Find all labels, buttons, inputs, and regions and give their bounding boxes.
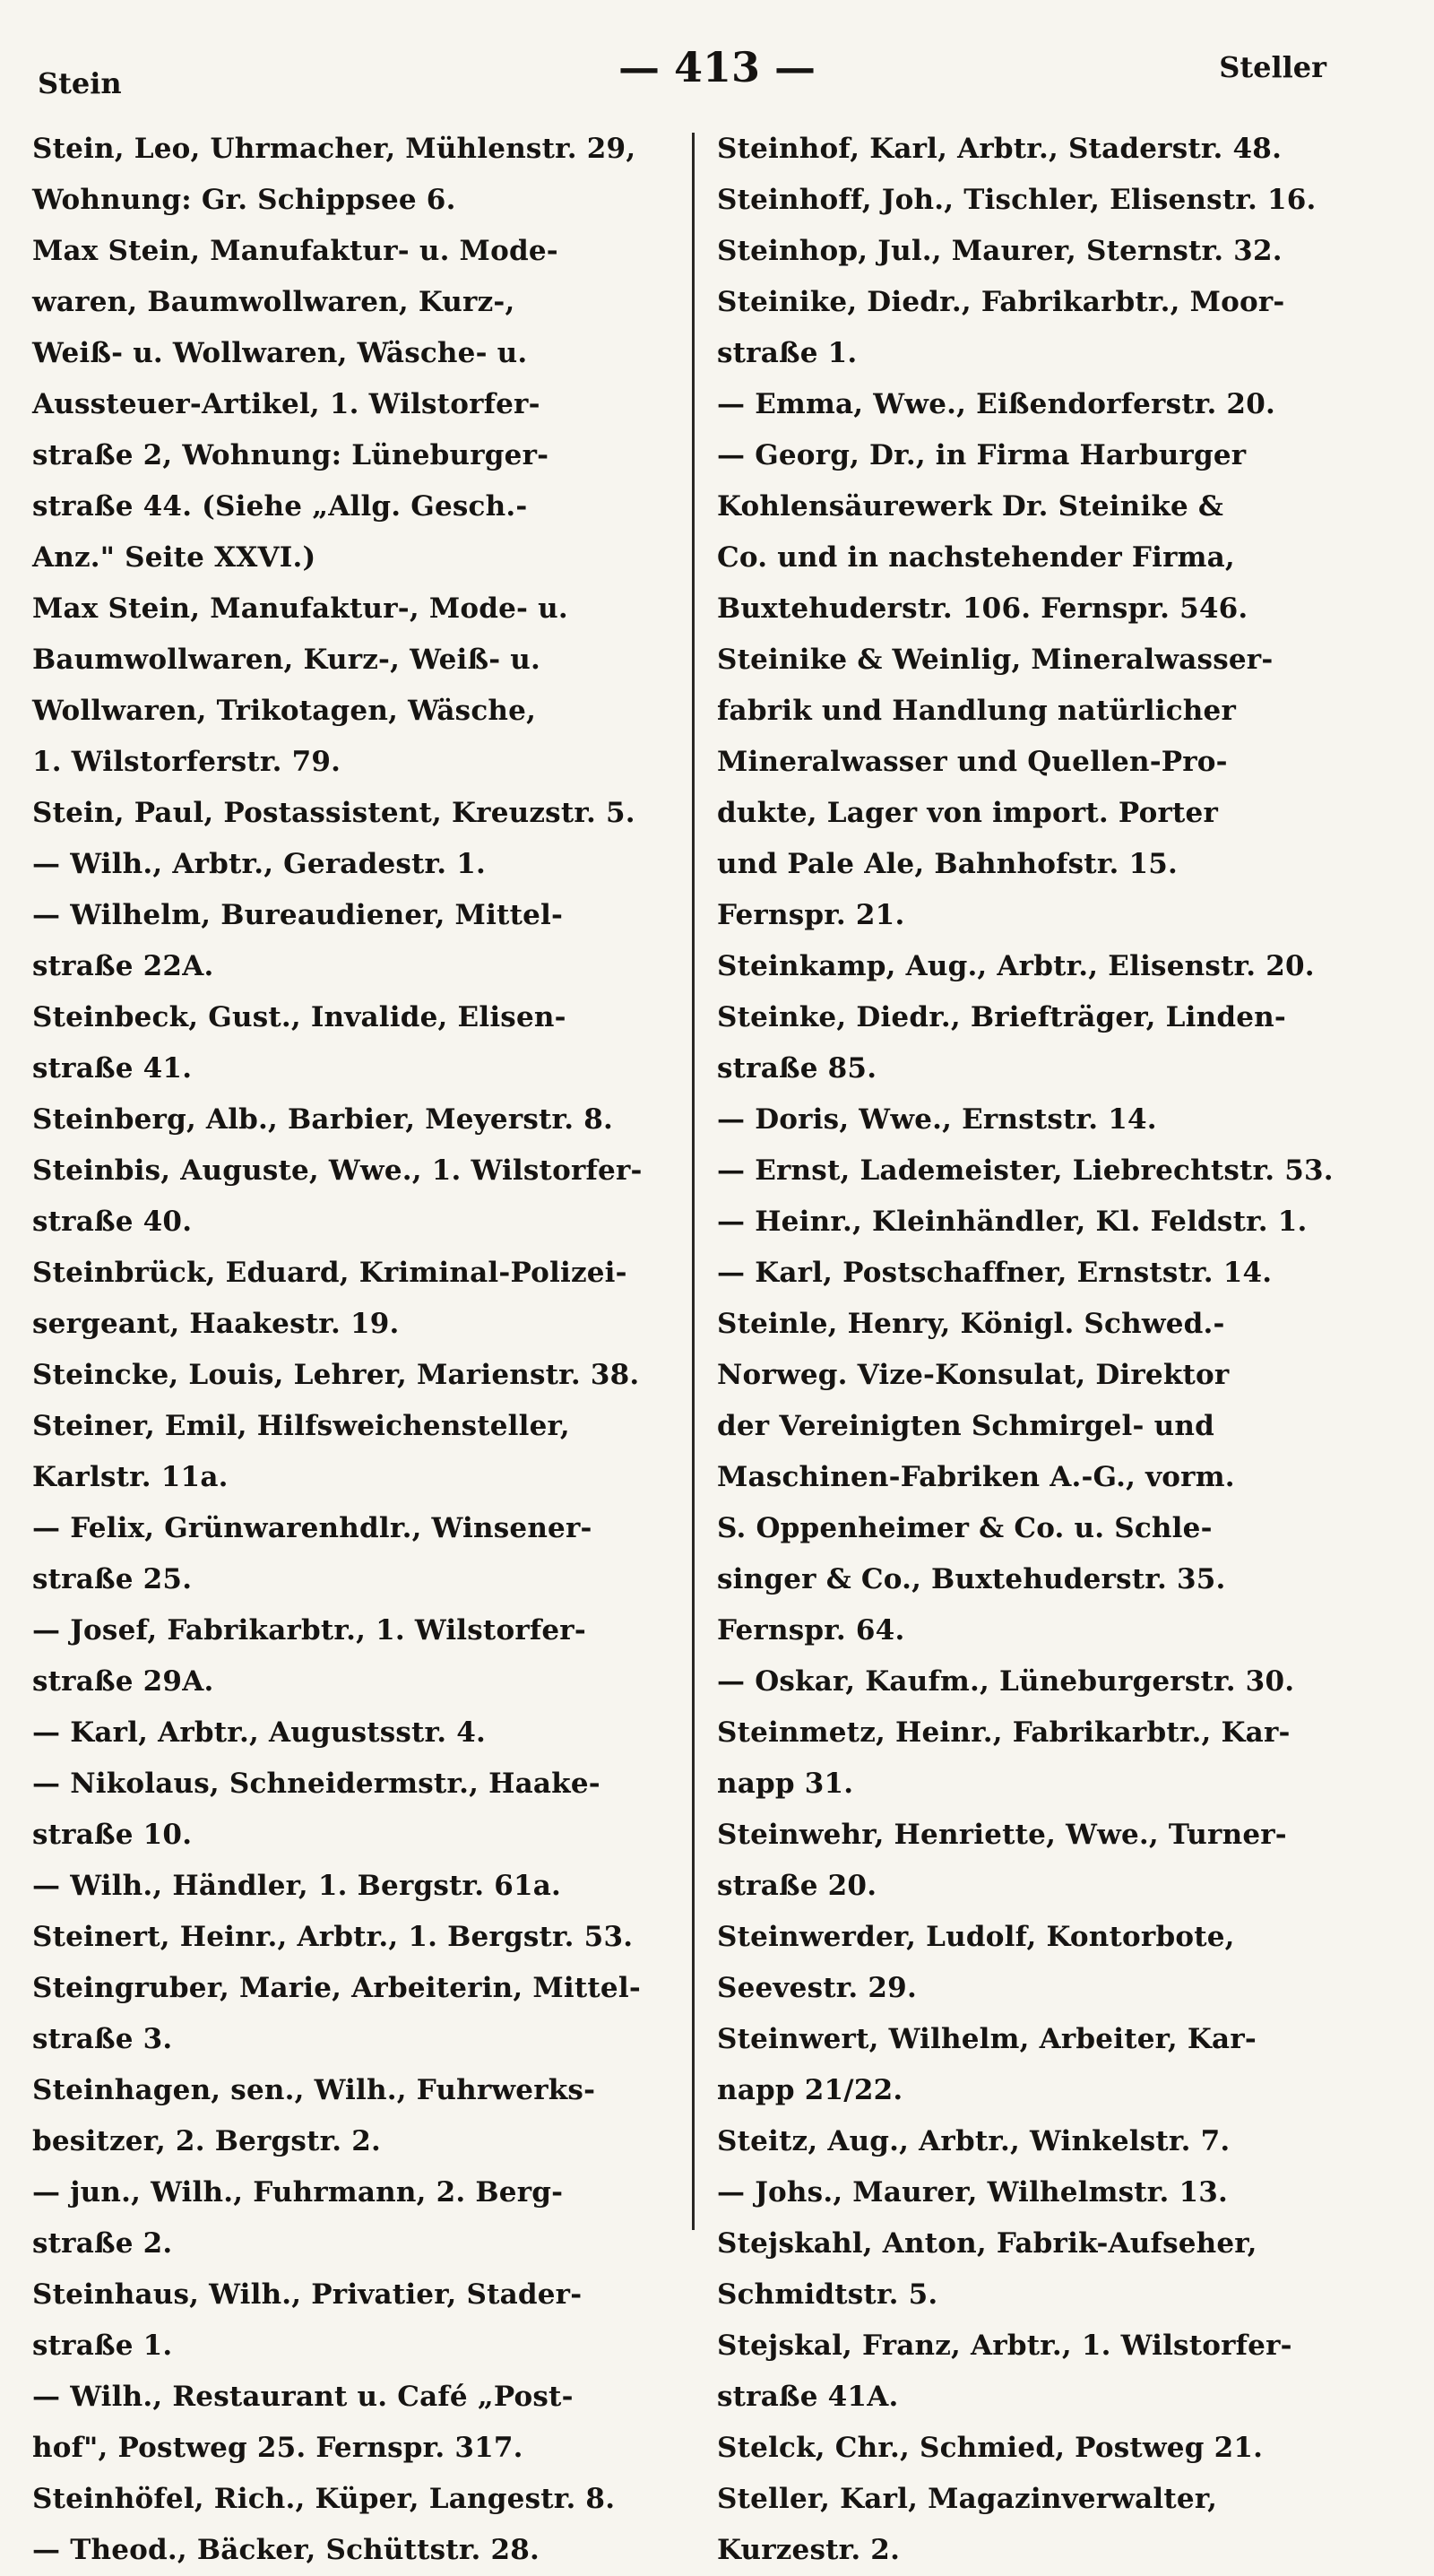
directory-entry (717, 1145, 1398, 1197)
directory-entry (32, 2065, 687, 2167)
page-header (0, 36, 1434, 100)
directory-entry (32, 1094, 687, 1145)
entry-line: Steinhoff, Joh., Tischler, Elisenstr. 16. (717, 184, 1317, 216)
directory-entry (717, 1299, 1398, 1656)
directory-entry (717, 1248, 1398, 1299)
entry-line: Co. und in nachstehender Firma, (717, 541, 1235, 574)
entry-line: straße 85. (717, 1052, 877, 1085)
running-head-right: Steller (1219, 50, 1326, 84)
entry-line: Maschinen-Fabriken A.-G., vorm. (717, 1461, 1235, 1493)
entry-line: Aussteuer-Artikel, 1. Wilstorfer- (32, 388, 540, 420)
directory-entry (717, 175, 1398, 226)
entry-line: S. Oppenheimer & Co. u. Schle- (717, 1512, 1213, 1544)
entry-line: Karlstr. 11a. (32, 1461, 229, 1493)
entry-line: straße 44. (Siehe „Allg. Gesch.- (32, 490, 528, 523)
directory-entry (717, 2321, 1398, 2423)
entry-line: — Johs., Maurer, Wilhelmstr. 13. (717, 2176, 1229, 2209)
entry-line: straße 2, Wohnung: Lüneburger- (32, 439, 549, 471)
right-column (717, 124, 1398, 2576)
entry-line: Steincke, Louis, Lehrer, Marienstr. 38. (32, 1359, 640, 1391)
directory-entry (32, 890, 687, 992)
directory-entry (32, 1963, 687, 2065)
directory-entry (32, 788, 687, 839)
directory-entry (717, 277, 1398, 379)
directory-entry (32, 2525, 687, 2576)
directory-entry (717, 430, 1398, 635)
entry-line: napp 21/22. (717, 2074, 903, 2106)
entry-line: Stelck, Chr., Schmied, Postweg 21. (717, 2432, 1264, 2464)
entry-line: Seevestr. 29. (717, 1972, 917, 2004)
entry-line: Stejskahl, Anton, Fabrik-Aufseher, (717, 2227, 1257, 2260)
entry-line: — Karl, Postschaffner, Ernststr. 14. (717, 1257, 1273, 1289)
entry-line: hof", Postweg 25. Fernspr. 317. (32, 2432, 523, 2464)
entry-line: — Georg, Dr., in Firma Harburger (717, 439, 1247, 471)
directory-entry (32, 1605, 687, 1707)
directory-entry (717, 635, 1398, 941)
entry-line: — Oskar, Kaufm., Lüneburgerstr. 30. (717, 1665, 1295, 1698)
directory-entry (717, 379, 1398, 430)
directory-entry (32, 226, 687, 583)
entry-line: und Pale Ale, Bahnhofstr. 15. (717, 848, 1179, 880)
directory-entry (717, 124, 1398, 175)
directory-entry (717, 226, 1398, 277)
entry-line: — Wilh., Restaurant u. Café „Post- (32, 2381, 574, 2413)
entry-line: Steinmetz, Heinr., Fabrikarbtr., Kar- (717, 1716, 1291, 1749)
entry-line: besitzer, 2. Bergstr. 2. (32, 2125, 382, 2157)
entry-line: Schmidtstr. 5. (717, 2278, 938, 2311)
entry-line: Steinhöfel, Rich., Küper, Langestr. 8. (32, 2483, 616, 2515)
directory-entry (717, 992, 1398, 1094)
directory-entry (32, 2372, 687, 2474)
entry-line: Buxtehuderstr. 106. Fernspr. 546. (717, 592, 1248, 625)
entry-line: straße 1. (32, 2330, 173, 2362)
entry-line: straße 22A. (32, 950, 214, 982)
entry-line: Steinike, Diedr., Fabrikarbtr., Moor- (717, 286, 1285, 318)
entry-line: — Felix, Grünwarenhdlr., Winsener- (32, 1512, 592, 1544)
entry-line: napp 31. (717, 1768, 854, 1800)
entry-line: — Ernst, Lademeister, Liebrechtstr. 53. (717, 1154, 1334, 1187)
entry-line: Steller, Karl, Magazinverwalter, (717, 2483, 1218, 2515)
directory-entry (32, 992, 687, 1094)
entry-line: straße 3. (32, 2023, 173, 2055)
entry-line: Kurzestr. 2. (717, 2534, 901, 2566)
directory-entry (32, 1145, 687, 1248)
directory-entry (717, 2116, 1398, 2167)
entry-line: — Theod., Bäcker, Schüttstr. 28. (32, 2534, 540, 2566)
entry-line: — Nikolaus, Schneidermstr., Haake- (32, 1768, 600, 1800)
entry-line: Steinwert, Wilhelm, Arbeiter, Kar- (717, 2023, 1257, 2055)
entry-line: Max Stein, Manufaktur- u. Mode- (32, 235, 558, 267)
entry-line: Weiß- u. Wollwaren, Wäsche- u. (32, 337, 528, 369)
directory-entry (717, 2218, 1398, 2321)
entry-line: — Karl, Arbtr., Augustsstr. 4. (32, 1716, 486, 1749)
entry-line: Stein, Paul, Postassistent, Kreuzstr. 5. (32, 797, 635, 829)
entry-line: Baumwollwaren, Kurz-, Weiß- u. (32, 644, 541, 676)
entry-line: straße 29A. (32, 1665, 214, 1698)
page-number: — 413 — (618, 43, 816, 91)
entry-line: straße 40. (32, 1206, 193, 1238)
directory-entry (32, 2269, 687, 2372)
entry-line: Steinkamp, Aug., Arbtr., Elisenstr. 20. (717, 950, 1315, 982)
entry-line: Wohnung: Gr. Schippsee 6. (32, 184, 456, 216)
directory-entry (32, 1401, 687, 1503)
entry-line: Mineralwasser und Quellen-Pro- (717, 746, 1228, 778)
directory-entry (32, 583, 687, 788)
entry-line: — jun., Wilh., Fuhrmann, 2. Berg- (32, 2176, 564, 2209)
directory-entry (32, 1912, 687, 1963)
directory-entry (717, 1912, 1398, 2014)
entry-line: waren, Baumwollwaren, Kurz-, (32, 286, 515, 318)
running-head-left: Stein (38, 66, 122, 100)
entry-line: Stein, Leo, Uhrmacher, Mühlenstr. 29, (32, 133, 636, 165)
entry-line: Norweg. Vize-Konsulat, Direktor (717, 1359, 1230, 1391)
entry-line: Steinberg, Alb., Barbier, Meyerstr. 8. (32, 1103, 613, 1136)
entry-line: — Wilh., Arbtr., Geradestr. 1. (32, 848, 486, 880)
left-column (32, 124, 687, 2576)
entry-line: Steinhaus, Wilh., Privatier, Stader- (32, 2278, 583, 2311)
entry-line: Steinhof, Karl, Arbtr., Staderstr. 48. (717, 133, 1283, 165)
entry-line: straße 1. (717, 337, 858, 369)
directory-entry (32, 1861, 687, 1912)
entry-line: — Emma, Wwe., Eißendorferstr. 20. (717, 388, 1275, 420)
entry-line: Fernspr. 21. (717, 899, 905, 931)
directory-entry (32, 124, 687, 226)
entry-line: Steinbrück, Eduard, Kriminal-Polizei- (32, 1257, 627, 1289)
entry-line: Kohlensäurewerk Dr. Steinike & (717, 490, 1224, 523)
entry-line: straße 25. (32, 1563, 193, 1595)
entry-line: Steinert, Heinr., Arbtr., 1. Bergstr. 53. (32, 1921, 634, 1953)
entry-line: dukte, Lager von import. Porter (717, 797, 1218, 829)
directory-entry (32, 1248, 687, 1350)
directory-entry (717, 2014, 1398, 2116)
entry-line: Steinbeck, Gust., Invalide, Elisen- (32, 1001, 566, 1033)
entry-line: Steinhop, Jul., Maurer, Sternstr. 32. (717, 235, 1283, 267)
entry-line: Wollwaren, Trikotagen, Wäsche, (32, 695, 537, 727)
entry-line: Steinwerder, Ludolf, Kontorbote, (717, 1921, 1235, 1953)
entry-line: straße 41. (32, 1052, 193, 1085)
directory-entry (717, 1707, 1398, 1810)
entry-line: — Wilh., Händler, 1. Bergstr. 61a. (32, 1870, 562, 1902)
entry-line: Steinbis, Auguste, Wwe., 1. Wilstorfer- (32, 1154, 643, 1187)
directory-entry (32, 2167, 687, 2269)
entry-line: Steingruber, Marie, Arbeiterin, Mittel- (32, 1972, 641, 2004)
entry-line: — Wilhelm, Bureaudiener, Mittel- (32, 899, 564, 931)
entry-line: singer & Co., Buxtehuderstr. 35. (717, 1563, 1226, 1595)
entry-line: straße 2. (32, 2227, 173, 2260)
entry-line: — Josef, Fabrikarbtr., 1. Wilstorfer- (32, 1614, 586, 1647)
directory-entry (717, 2167, 1398, 2218)
entry-line: fabrik und Handlung natürlicher (717, 695, 1236, 727)
entry-line: 1. Wilstorferstr. 79. (32, 746, 341, 778)
entry-line: sergeant, Haakestr. 19. (32, 1308, 400, 1340)
entry-line: Steinhagen, sen., Wilh., Fuhrwerks- (32, 2074, 596, 2106)
entry-line: Max Stein, Manufaktur-, Mode- u. (32, 592, 568, 625)
directory-entry (32, 1759, 687, 1861)
directory-entry (717, 2423, 1398, 2474)
directory-entry (32, 1350, 687, 1401)
entry-line: Steinwehr, Henriette, Wwe., Turner- (717, 1819, 1287, 1851)
directory-entry (717, 941, 1398, 992)
entry-line: — Heinr., Kleinhändler, Kl. Feldstr. 1. (717, 1206, 1308, 1238)
entry-line: Stejskal, Franz, Arbtr., 1. Wilstorfer- (717, 2330, 1292, 2362)
entry-line: der Vereinigten Schmirgel- und (717, 1410, 1214, 1442)
entry-line: straße 41A. (717, 2381, 899, 2413)
entry-line: Fernspr. 64. (717, 1614, 905, 1647)
entry-line: Steinle, Henry, Königl. Schwed.- (717, 1308, 1225, 1340)
entry-line: Steitz, Aug., Arbtr., Winkelstr. 7. (717, 2125, 1231, 2157)
directory-entry (32, 2474, 687, 2525)
directory-entry (32, 839, 687, 890)
column-divider (692, 133, 695, 2230)
directory-entry (32, 1503, 687, 1605)
directory-entry (32, 1707, 687, 1759)
entry-line: straße 10. (32, 1819, 193, 1851)
entry-line: Steinke, Diedr., Briefträger, Linden- (717, 1001, 1286, 1033)
directory-entry (717, 2474, 1398, 2576)
directory-entry (717, 1810, 1398, 1912)
directory-entry (717, 1197, 1398, 1248)
entry-line: — Doris, Wwe., Ernststr. 14. (717, 1103, 1157, 1136)
entry-line: Steiner, Emil, Hilfsweichensteller, (32, 1410, 570, 1442)
entry-line: Anz." Seite XXVI.) (32, 541, 316, 574)
entry-line: straße 20. (717, 1870, 877, 1902)
entry-line: Steinike & Weinlig, Mineralwasser- (717, 644, 1274, 676)
directory-entry (717, 1094, 1398, 1145)
directory-entry (717, 1656, 1398, 1707)
